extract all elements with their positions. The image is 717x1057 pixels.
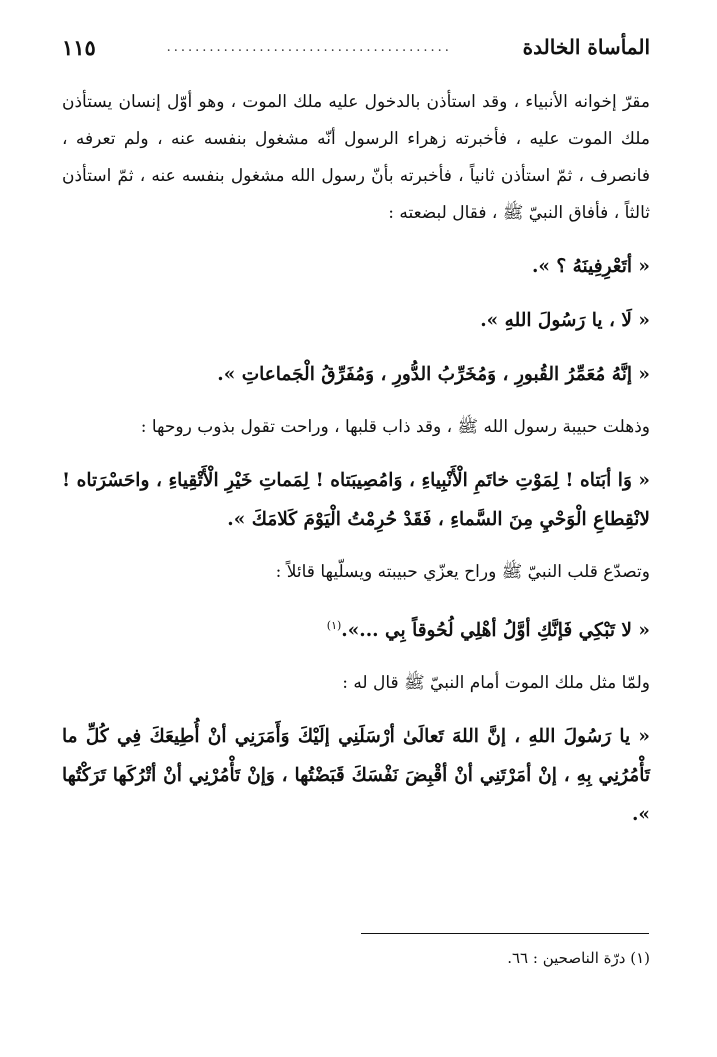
page-number: ١١٥ [62, 34, 96, 60]
footnote-separator [361, 933, 649, 934]
quote-fatima-answer: « لَا ، يا رَسُولَ اللهِ ». [480, 310, 650, 331]
page-header [62, 30, 650, 64]
quote-prophet-consolation [62, 606, 650, 650]
quote-prophet-description: « إنَّهُ مُعَمِّرُ القُبورِ ، وَمُخَرِّبُ الدُّورِ ، وَمُفَرِّقُ الْجَماعاتِ ». [217, 364, 650, 385]
footnote-marker: (١) [326, 619, 342, 632]
page-body [62, 84, 650, 834]
paragraph-narrative-1: مقرّ إخوانه الأنبياء ، وقد استأذن بالدخول عليه ملك الموت ، وهو أوّل إنسان يستأذن ملك الموت عليه ، فأخبرته زهراء الرسول أنّه مشغول بنفسه عنه ، ولم تعرفه ، فانصرف ، ثمّ استأذن ثانياً ، فأخبرته بأنّ رسول الله مشغول بنفسه عنه ، ثمّ استأذن ثالثاً ، فأفاق النبيّ ﷺ ، فقال لبضعته : [62, 92, 650, 223]
paragraph-narrative-2: وذهلت حبيبة رسول الله ﷺ ، وقد ذاب قلبها ، وراحت تقول بذوب روحها : [140, 417, 650, 437]
quote-consolation-close: ». [341, 620, 360, 642]
footnote: (١) درّة الناصحين : ٦٦. [507, 949, 650, 967]
quote-angel-of-death: « يا رَسُولَ اللهِ ، إنَّ اللهَ تَعالَىٰ أرْسَلَنِي إلَيْكَ وَأَمَرَنِي أنْ أُطِيعَكَ فِي كُلِّ ما تَأْمُرُنِي بِهِ ، إنْ أمَرْتَنِي أنْ أقْبِضَ نَفْسَكَ قَبَضْتُها ، وَإنْ تَأْمُرْنِي أنْ أتْرُكَها تَرَكْتُها ». [62, 726, 650, 826]
paragraph-narrative-4: ولمّا مثل ملك الموت أمام النبيّ ﷺ قال له : [342, 673, 650, 694]
running-title: المأساة الخالدة [522, 35, 650, 59]
header-leader-dots: ........................................ [166, 39, 452, 55]
quote-fatima-lament: « وَا أبَتاه ! لِمَوْتِ خاتَمِ الْأَنْبِياءِ ، وَامُصِيبَتاه ! لِمَماتِ خَيْرِ الْأَتْقِياءِ ، واحَسْرَتاه ! لانْقِطاعِ الْوَحْيِ مِنَ السَّماءِ ، فَقَدْ حُرِمْتُ الْيَوْمَ كَلامَكَ ». [62, 470, 650, 530]
quote-consolation-text: « لا تَبْكِي فَإنَّكِ أوَّلُ أهْلِي لُحُوقاً بِي ... [359, 620, 650, 642]
quote-prophet-question: « أتَعْرِفِينَهُ ؟ ». [531, 256, 650, 277]
paragraph-narrative-3: وتصدّع قلب النبيّ ﷺ وراح يعزّي حبيبته ويسلّيها قائلاً : [275, 562, 650, 582]
